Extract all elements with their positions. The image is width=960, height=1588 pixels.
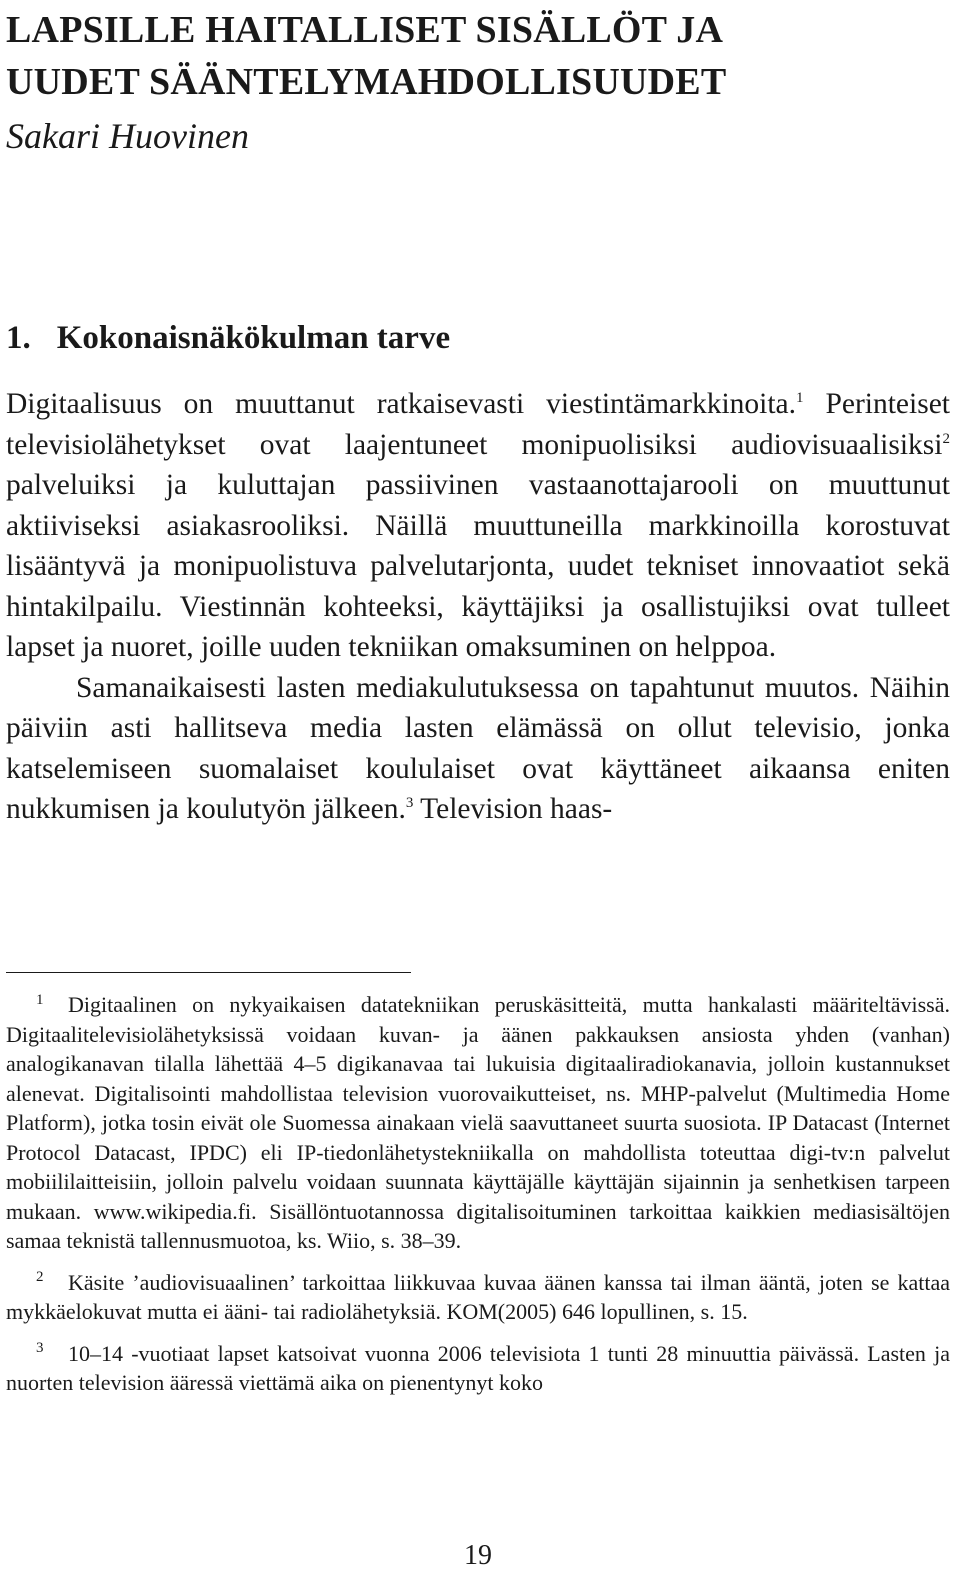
footnote-1: 1 Digitaalinen on nykyaikaisen datatekniikan peruskäsitteitä, mutta hankalasti määriteltävissä. Digitaalitelevisiolähetyksissä voidaan kuvan- ja äänen pakkauksen ansiosta yhden (vanhan) analogikanavan tilalla lähettää 4–5 digikanavaa tai lukuisia digitaaliradiokanavia, jolloin kustannukset alenevat. Digitalisointi mahdollistaa television vuorovaikutteiset, ns. MHP-palvelut (Multimedia Home Platform), jotka tosin eivät ole Suomessa ainakaan vielä saavuttaneet suurta suosiota. IP Datacast (Internet Protocol Datacast, IPDC) eli IP-tiedonlähetystekniikalla on mahdollista toteuttaa digi-tv:n palvelut mobiililaitteisiin, jolloin palvelu voidaan suunnata käyttäjälle käyttäjän sijainnin ja senhetkisen tarpeen mukaan. www.wikipedia.fi. Sisällöntuotannossa digitalisoituminen tarkoittaa kaikkien mediasisältöjen samaa teknistä tallennusmuotoa, ks. Wiio, s. 38–39. (6, 991, 950, 1253)
paragraph-2 (6, 668, 950, 830)
footnote-ref-1: 1 (796, 390, 804, 407)
article-title (6, 0, 950, 108)
footnote-2: 2 Käsite ’audiovisuaalinen’ tarkoittaa liikkuvaa kuvaa äänen kanssa tai ilman ääntä, joten se kattaa mykkäelokuvat mutta ei ääni- tai radiolähetyksiä. KOM(2005) 646 lopullinen, s. 15. (6, 1269, 950, 1324)
article-title-line-1: LAPSILLE HAITALLISET SISÄLLÖT JA (6, 9, 724, 51)
paragraph-1-text-a: Digitaalisuus on muuttanut ratkaisevasti viestintämarkkinoita. (6, 388, 796, 420)
article-title-line-2: UUDET SÄÄNTELYMAHDOLLISUUDET (6, 61, 727, 103)
footnote-2-text: Käsite ’audiovisuaalinen’ tarkoittaa liikkuvaa kuvaa äänen kanssa tai ilman ääntä, joten se kattaa mykkäelokuvat mutta ei ääni- tai radiolähetyksiä. KOM(2005) 646 lopullinen, s. 15. (6, 1269, 950, 1324)
section-number: 1. (6, 320, 31, 356)
footnote-1-text: Digitaalinen on nykyaikaisen datatekniikan peruskäsitteitä, mutta hankalasti määriteltävissä. Digitaalitelevisiolähetyksissä voidaan kuvan- ja äänen pakkauksen ansiosta yhden (vanhan) analogikanavan tilalla lähettää 4–5 digikanavaa tai lukuisia digitaaliradiokanavia, jolloin kustannukset alenevat. Digitalisointi mahdollistaa television vuorovaikutteiset, ns. MHP-palvelut (Multimedia Home Platform), jotka tosin eivät ole Suomessa ainakaan vielä saavuttaneet suurta suosiota. IP Datacast (Internet Protocol Datacast, IPDC) eli IP-tiedonlähetystekniikalla on mahdollista toteuttaa digi-tv:n palvelut mobiililaitteisiin, jolloin palvelu voidaan suunnata käyttäjälle käyttäjän sijainnin ja senhetkisen tarpeen mukaan. www.wikipedia.fi. Sisällöntuotannossa digitalisoituminen tarkoittaa kaikkien mediasisältöjen samaa teknistä tallennusmuotoa, ks. Wiio, s. 38–39. (6, 992, 950, 1253)
paragraph-1-text-b: Perinteiset televisiolähetykset ovat laajentuneet monipuolisiksi audiovisuaalisiksi (6, 388, 950, 461)
footnote-separator (6, 972, 411, 973)
section-title: Kokonaisnäkökulman tarve (56, 320, 451, 356)
section-heading (6, 318, 950, 358)
body-text (6, 384, 950, 830)
footnote-ref-3: 3 (405, 795, 414, 812)
paragraph-2-text-b: Television haas- (413, 793, 613, 825)
footnote-3-text: 10–14 -vuotiaat lapset katsoivat vuonna 2006 televisiota 1 tunti 28 minuuttia päivässä. Lasten ja nuorten television ääressä viettämä aika on pienentynyt koko (6, 1340, 950, 1395)
page-number: 19 (464, 1540, 492, 1571)
paragraph-1-text-c: palveluiksi ja kuluttajan passiivinen vastaanottajarooli on muuttunut aktiiviseksi asiakasrooliksi. Näillä muuttuneilla markkinoilla korostuvat lisääntyvä ja monipuolistuva palvelutarjonta, uudet tekniset innovaatiot sekä hintakilpailu. Viestinnän kohteeksi, käyttäjiksi ja osallistujiksi ovat tulleet lapset ja nuoret, joille uuden tekniikan omaksuminen on helppoa. (6, 469, 950, 663)
footnote-3: 3 10–14 -vuotiaat lapset katsoivat vuonna 2006 televisiota 1 tunti 28 minuuttia päivässä. Lasten ja nuorten television ääressä viettämä aika on pienentynyt koko (6, 1340, 950, 1395)
author-name: Sakari Huovinen (6, 116, 249, 156)
footnotes (6, 990, 950, 1410)
footnote-ref-2: 2 (942, 430, 950, 447)
paragraph-2-text-a: Samanaikaisesti lasten mediakulutuksessa on tapahtunut muutos. Näihin päiviin asti hallitseva media lasten elämässä on ollut televisio, jonka katselemiseen suomalaiset koululaiset ovat käyttäneet aikaansa eniten nukkumisen ja koulutyön jälkeen. (6, 671, 950, 825)
paragraph-1 (6, 384, 950, 668)
document-page (6, 0, 950, 1588)
